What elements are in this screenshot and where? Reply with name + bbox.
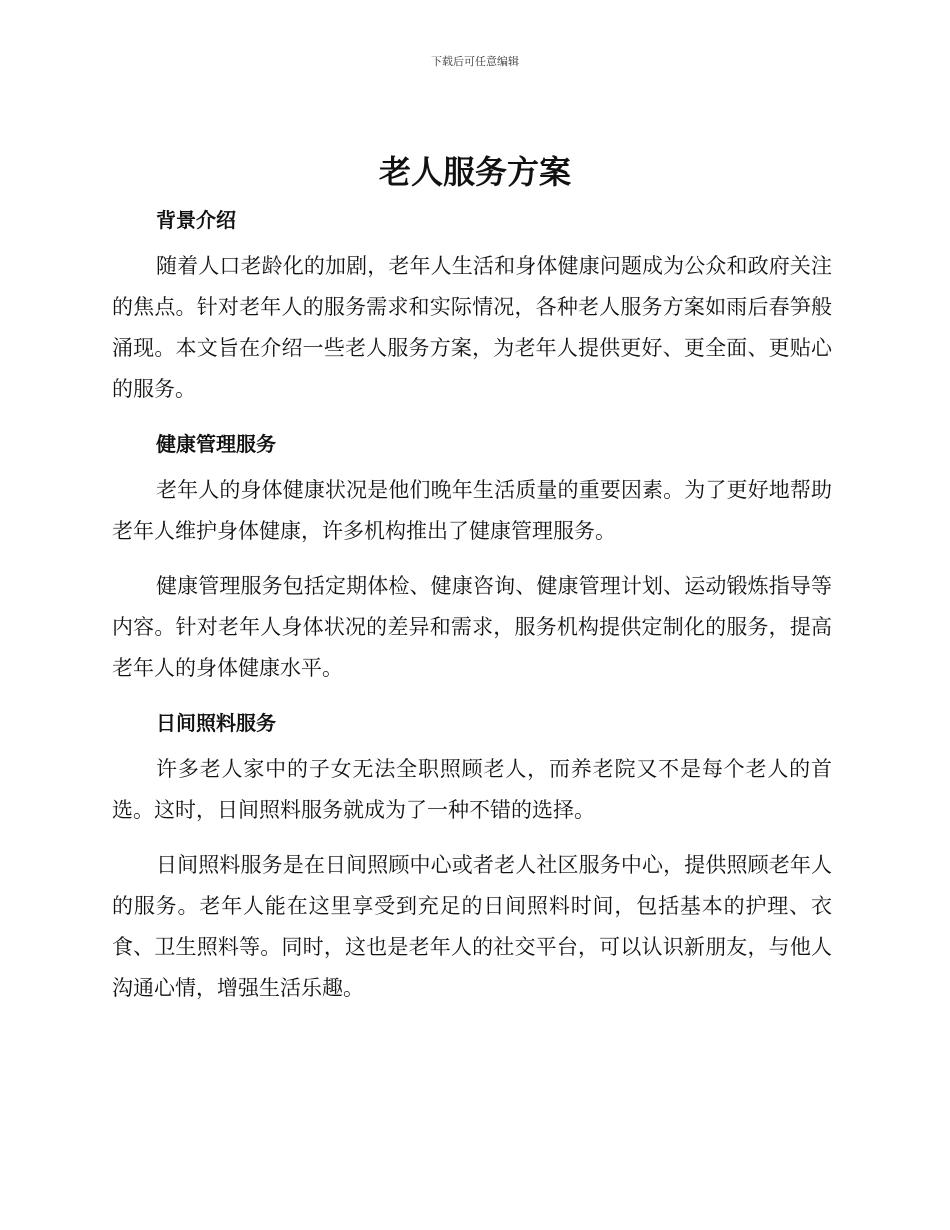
- paragraph: 许多老人家中的子女无法全职照顾老人，而养老院又不是每个老人的首选。这时，日间照料服务就成为了一种不错的选择。: [112, 757, 832, 822]
- paragraph: 老年人的身体健康状况是他们晚年生活质量的重要因素。为了更好地帮助老年人维护身体健康，许多机构推出了健康管理服务。: [112, 478, 832, 543]
- paragraph: 健康管理服务包括定期体检、健康咨询、健康管理计划、运动锻炼指导等内容。针对老年人身体状况的差异和需求，服务机构提供定制化的服务，提高老年人的身体健康水平。: [112, 574, 832, 680]
- paragraph: 随着人口老龄化的加剧，老年人生活和身体健康问题成为公众和政府关注的焦点。针对老年人的服务需求和实际情况，各种老人服务方案如雨后春笋般涌现。本文旨在介绍一些老人服务方案，为老年人提供更好、更全面、更贴心的服务。: [112, 254, 832, 401]
- document-title: 老人服务方案: [378, 153, 571, 191]
- section-background: [112, 200, 832, 410]
- section-heading: 日间照料服务: [156, 711, 276, 735]
- section-heading: 背景介绍: [156, 208, 236, 232]
- section-heading: 健康管理服务: [156, 432, 276, 456]
- section-day-care: [112, 703, 832, 1009]
- document-body: [112, 200, 832, 1023]
- section-health-management: [112, 424, 832, 689]
- page-header: 下载后可任意编辑: [431, 55, 519, 68]
- paragraph: 日间照料服务是在日间照顾中心或者老人社区服务中心，提供照顾老年人的服务。老年人能在这里享受到充足的日间照料时间，包括基本的护理、衣食、卫生照料等。同时，这也是老年人的社交平台，可以认识新朋友，与他人沟通心情，增强生活乐趣。: [112, 853, 832, 1000]
